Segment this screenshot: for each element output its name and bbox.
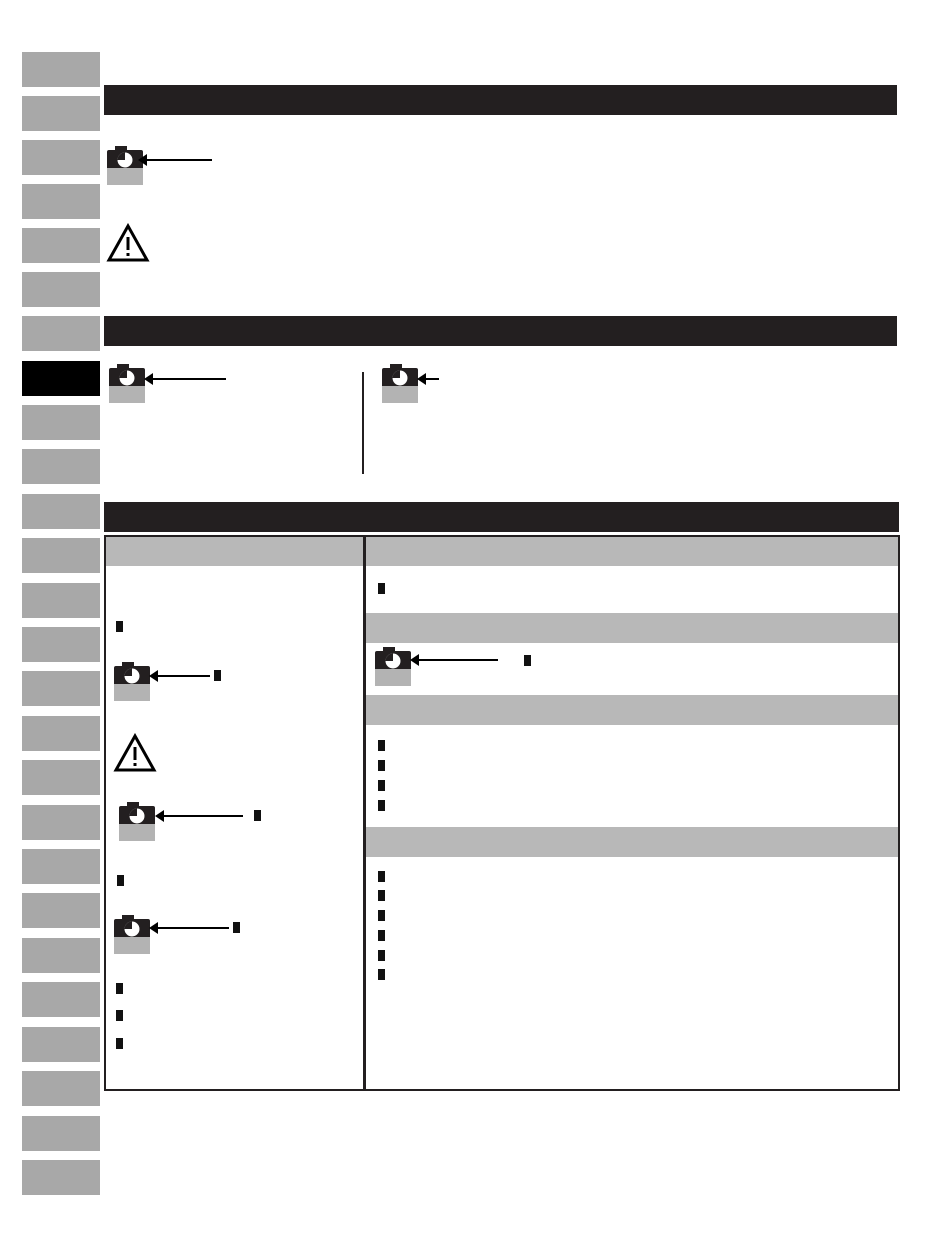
square-bullet-icon: [117, 875, 124, 886]
camera-icon: [106, 146, 144, 186]
section-header-bar-1: [104, 85, 897, 115]
camera-icon: [108, 364, 146, 404]
side-tab-7[interactable]: [22, 316, 100, 351]
section-header-bar-3: [104, 502, 899, 532]
square-bullet-icon: [233, 922, 240, 933]
side-tab-23[interactable]: [22, 1027, 100, 1062]
side-tab-11[interactable]: [22, 494, 100, 529]
side-tab-17[interactable]: [22, 760, 100, 795]
square-bullet-icon: [378, 969, 385, 980]
square-bullet-icon: [378, 780, 385, 791]
side-tab-1[interactable]: [22, 52, 100, 87]
side-tab-26[interactable]: [22, 1160, 100, 1195]
side-tab-13[interactable]: [22, 583, 100, 618]
side-tab-4[interactable]: [22, 184, 100, 219]
side-tab-12[interactable]: [22, 538, 100, 573]
side-tab-20[interactable]: [22, 893, 100, 928]
square-bullet-icon: [378, 740, 385, 751]
side-tab-24[interactable]: [22, 1071, 100, 1106]
table-subheader-2: [366, 695, 898, 725]
side-tab-14[interactable]: [22, 627, 100, 662]
arrow-left-icon: [418, 659, 498, 661]
square-bullet-icon: [378, 871, 385, 882]
side-tab-25[interactable]: [22, 1116, 100, 1151]
side-tab-9[interactable]: [22, 405, 100, 440]
side-tab-3[interactable]: [22, 140, 100, 175]
side-tab-8-active[interactable]: [22, 361, 100, 396]
table-header-right: [366, 537, 898, 566]
side-tab-16[interactable]: [22, 716, 100, 751]
side-tab-18[interactable]: [22, 805, 100, 840]
arrow-left-icon: [146, 159, 212, 161]
table-subheader-1: [366, 613, 898, 643]
warning-triangle-icon: [113, 733, 157, 773]
square-bullet-icon: [378, 800, 385, 811]
square-bullet-icon: [524, 655, 531, 666]
square-bullet-icon: [378, 890, 385, 901]
side-tab-21[interactable]: [22, 938, 100, 973]
arrow-left-icon: [163, 815, 243, 817]
camera-icon: [374, 647, 412, 687]
side-tab-10[interactable]: [22, 449, 100, 484]
camera-icon: [381, 364, 419, 404]
side-tab-15[interactable]: [22, 671, 100, 706]
warning-triangle-icon: [106, 223, 150, 263]
side-tab-22[interactable]: [22, 982, 100, 1017]
square-bullet-icon: [378, 930, 385, 941]
table-header-left: [106, 537, 363, 566]
square-bullet-icon: [378, 583, 385, 594]
square-bullet-icon: [254, 810, 261, 821]
side-tab-5[interactable]: [22, 228, 100, 263]
square-bullet-icon: [378, 950, 385, 961]
table-subheader-3: [366, 827, 898, 857]
section-header-bar-2: [104, 316, 897, 346]
square-bullet-icon: [116, 621, 123, 632]
camera-icon: [113, 662, 151, 702]
square-bullet-icon: [214, 670, 221, 681]
column-divider: [362, 372, 364, 474]
square-bullet-icon: [116, 1038, 123, 1049]
side-tab-2[interactable]: [22, 96, 100, 131]
square-bullet-icon: [116, 1010, 123, 1021]
square-bullet-icon: [378, 760, 385, 771]
side-tab-19[interactable]: [22, 849, 100, 884]
arrow-left-icon: [425, 378, 439, 380]
camera-icon: [118, 802, 156, 842]
arrow-left-icon: [157, 675, 210, 677]
camera-icon: [113, 915, 151, 955]
arrow-left-icon: [152, 378, 226, 380]
side-tab-6[interactable]: [22, 272, 100, 307]
square-bullet-icon: [378, 910, 385, 921]
square-bullet-icon: [116, 983, 123, 994]
arrow-left-icon: [157, 927, 229, 929]
